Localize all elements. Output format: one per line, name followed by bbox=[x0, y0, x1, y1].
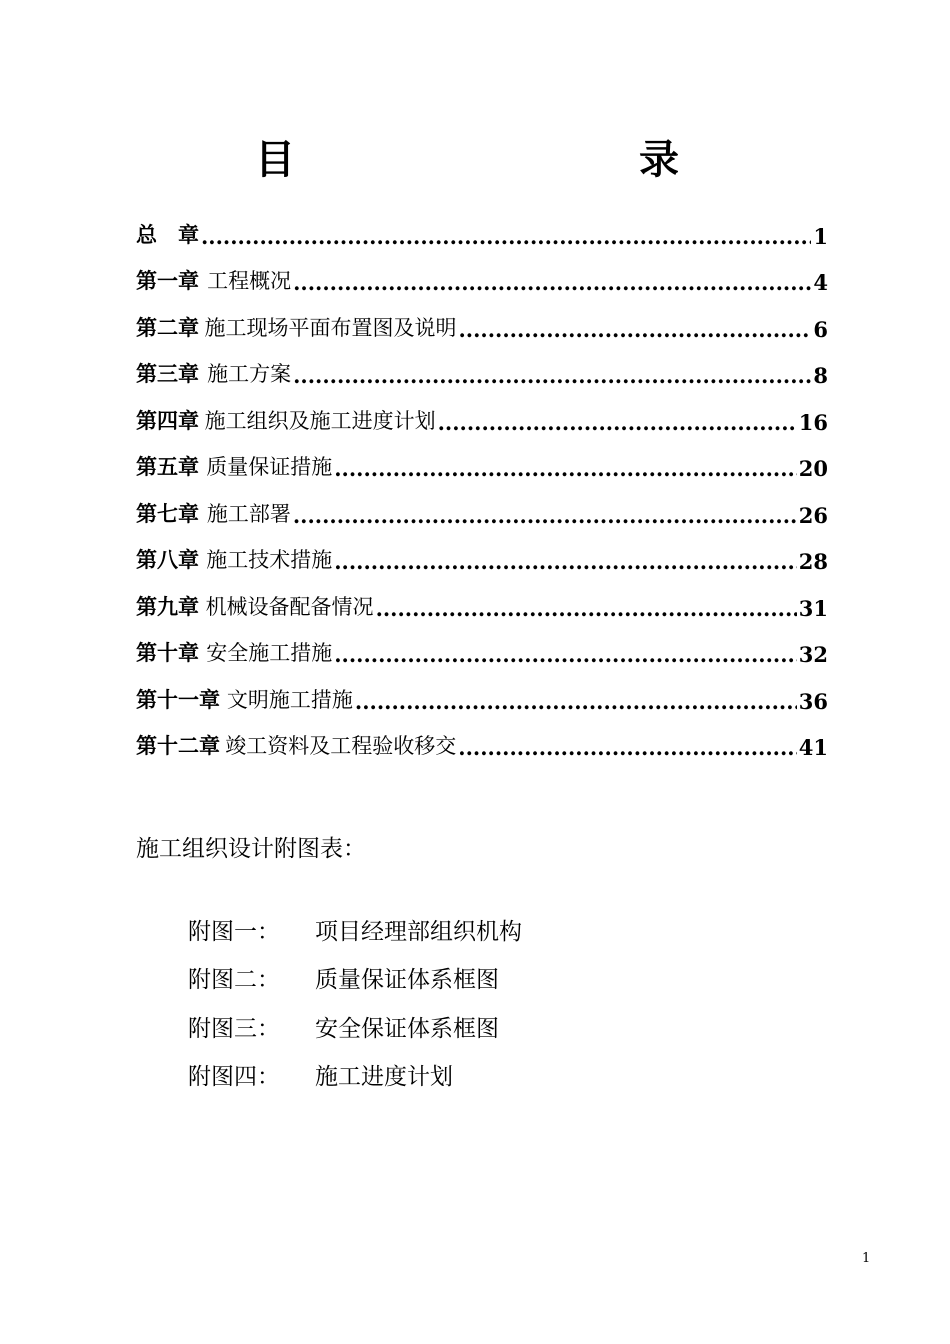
toc-entry bbox=[136, 202, 828, 249]
toc-chapter: 第十一章 bbox=[136, 686, 220, 712]
appendix-item bbox=[188, 1002, 522, 1051]
appendix-item bbox=[188, 954, 522, 1003]
appendix-item bbox=[188, 1051, 522, 1100]
toc-entry bbox=[136, 435, 828, 482]
toc-entry bbox=[136, 621, 828, 668]
toc-leader bbox=[458, 735, 796, 760]
appendix-label: 附图三： bbox=[188, 1015, 280, 1042]
table-of-contents bbox=[136, 202, 828, 760]
toc-title: 安全施工措施 bbox=[206, 641, 333, 665]
toc-entry bbox=[136, 714, 828, 761]
toc-page-number: 1 bbox=[813, 223, 828, 249]
toc-page-number: 41 bbox=[798, 735, 828, 760]
toc-page-number: 20 bbox=[798, 456, 828, 481]
toc-title: 施工组织及施工进度计划 bbox=[204, 408, 436, 433]
toc-leader bbox=[293, 503, 797, 528]
appendix-list bbox=[188, 905, 522, 1099]
toc-chapter: 第三章 bbox=[136, 361, 199, 386]
page-title: 目 录 bbox=[255, 136, 767, 183]
toc-chapter: 第四章 bbox=[136, 407, 199, 433]
toc-chapter: 总 章 bbox=[136, 221, 199, 247]
toc-leader bbox=[293, 270, 811, 295]
toc-chapter: 第九章 bbox=[136, 593, 199, 619]
toc-leader bbox=[334, 549, 797, 574]
toc-leader bbox=[201, 224, 811, 249]
toc-chapter: 第七章 bbox=[136, 500, 199, 526]
toc-chapter: 第十二章 bbox=[136, 733, 220, 758]
toc-entry bbox=[136, 574, 828, 621]
toc-page-number: 31 bbox=[798, 595, 828, 621]
toc-page-number: 36 bbox=[798, 688, 828, 714]
toc-page-number: 6 bbox=[813, 316, 828, 342]
toc-leader bbox=[334, 642, 797, 667]
toc-entry bbox=[136, 295, 828, 342]
toc-page-number: 26 bbox=[798, 502, 828, 528]
toc-leader bbox=[355, 689, 797, 714]
toc-entry bbox=[136, 249, 828, 296]
toc-chapter: 第一章 bbox=[136, 268, 199, 293]
toc-leader bbox=[438, 410, 797, 435]
toc-entry bbox=[136, 667, 828, 714]
appendix-name: 质量保证体系框图 bbox=[315, 967, 499, 994]
toc-title: 施工方案 bbox=[207, 362, 292, 386]
toc-leader bbox=[376, 596, 797, 621]
toc-entry bbox=[136, 388, 828, 435]
toc-chapter: 第五章 bbox=[136, 454, 199, 479]
appendix-label: 附图四： bbox=[188, 1064, 280, 1091]
toc-title: 质量保证措施 bbox=[206, 455, 333, 479]
toc-entry bbox=[136, 342, 828, 389]
toc-chapter: 第二章 bbox=[136, 314, 199, 340]
toc-page-number: 8 bbox=[813, 363, 828, 388]
toc-title: 施工部署 bbox=[206, 501, 291, 526]
appendix-name: 施工进度计划 bbox=[315, 1064, 453, 1091]
toc-chapter: 第十章 bbox=[136, 640, 199, 665]
appendix-label: 附图一： bbox=[188, 918, 280, 945]
toc-title: 施工技术措施 bbox=[206, 548, 333, 572]
toc-title: 文明施工措施 bbox=[226, 687, 353, 712]
toc-leader bbox=[334, 456, 797, 481]
appendix-label: 附图二： bbox=[188, 967, 280, 994]
toc-entry bbox=[136, 528, 828, 575]
toc-title: 工程概况 bbox=[207, 269, 292, 293]
toc-title: 机械设备配备情况 bbox=[205, 594, 374, 619]
toc-chapter: 第八章 bbox=[136, 547, 199, 572]
toc-page-number: 32 bbox=[798, 642, 828, 667]
toc-page-number: 28 bbox=[798, 549, 828, 574]
appendix-name: 项目经理部组织机构 bbox=[315, 918, 522, 945]
appendix-name: 安全保证体系框图 bbox=[315, 1015, 499, 1042]
appendix-heading: 施工组织设计附图表： bbox=[136, 836, 366, 862]
toc-title: 施工现场平面布置图及说明 bbox=[204, 315, 457, 340]
page-number: 1 bbox=[862, 1251, 871, 1266]
toc-leader bbox=[459, 317, 812, 342]
appendix-item bbox=[188, 905, 522, 954]
toc-entry bbox=[136, 481, 828, 528]
toc-leader bbox=[293, 363, 811, 388]
toc-title: 竣工资料及工程验收移交 bbox=[225, 734, 457, 758]
toc-page-number: 4 bbox=[813, 270, 828, 295]
toc-page-number: 16 bbox=[798, 409, 828, 435]
